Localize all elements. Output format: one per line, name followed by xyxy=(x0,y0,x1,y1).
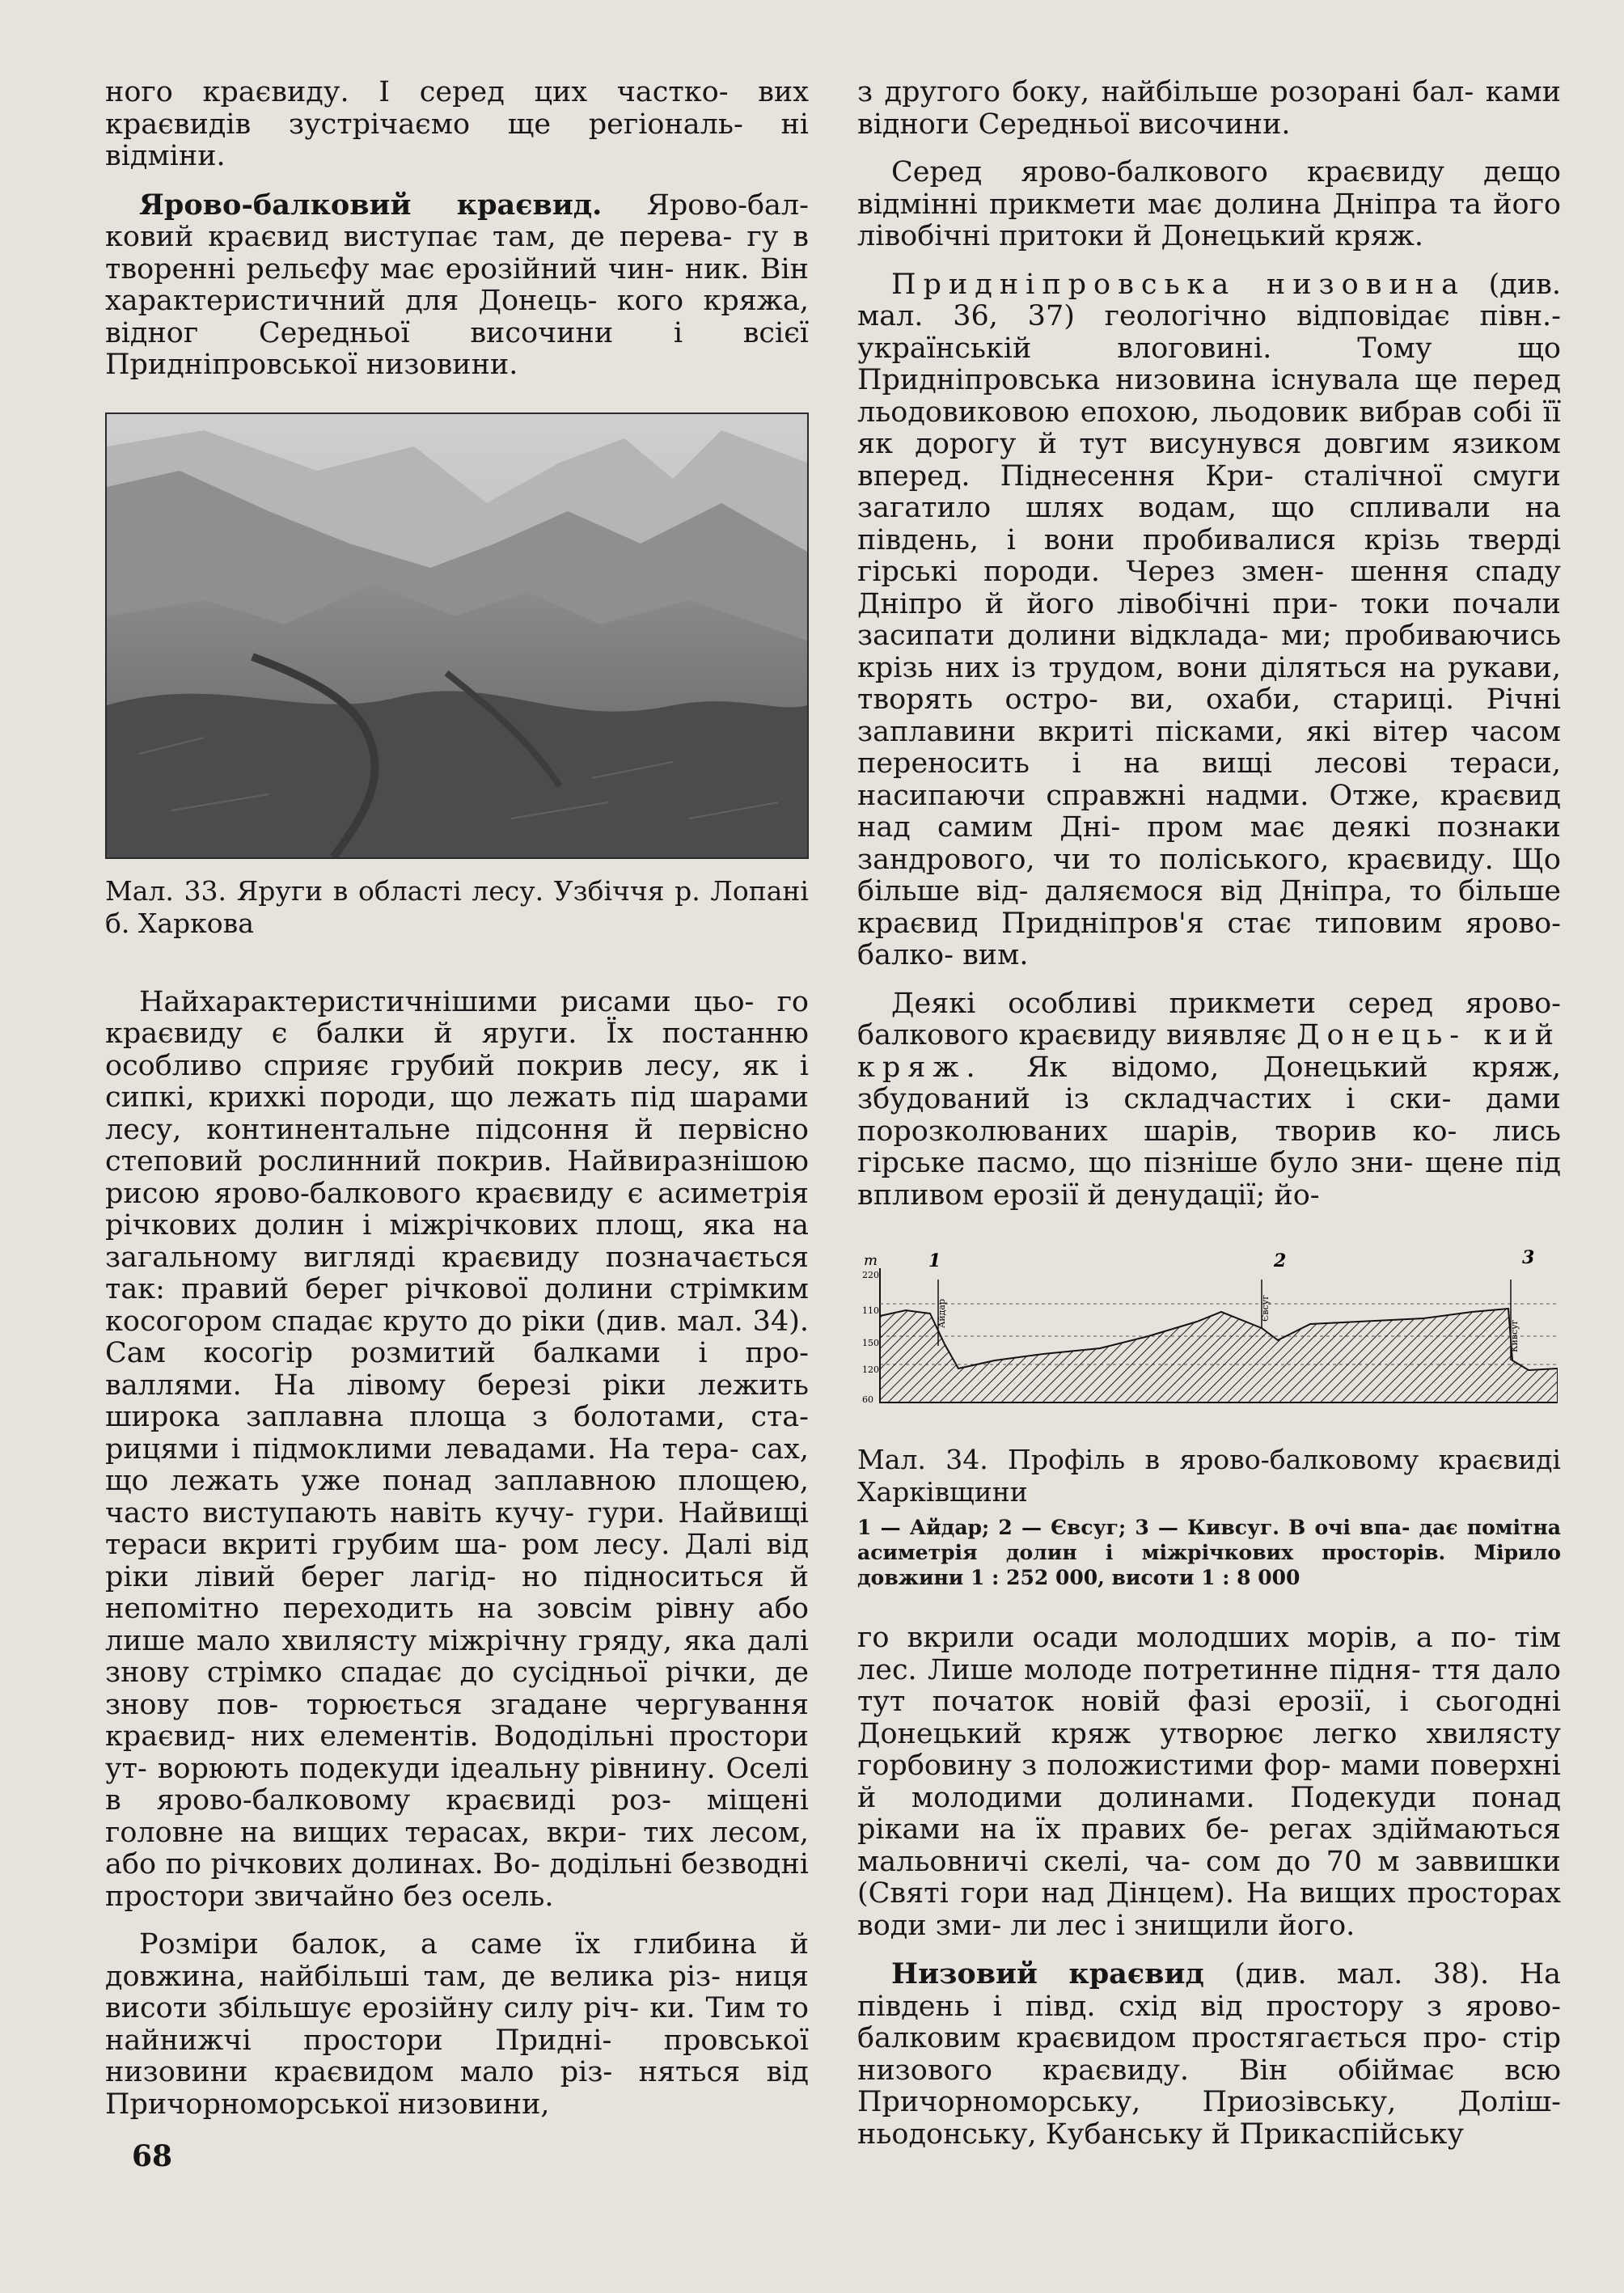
figure-photo-33 xyxy=(105,412,809,859)
profile-diagram xyxy=(857,1247,1558,1421)
paragraph: ного краєвиду. І серед цих частко- вих краєвидів зустрічаємо ще регіональ- ні відміни. xyxy=(105,76,809,172)
tick-label: 150 xyxy=(862,1338,879,1348)
tick-label: 220 xyxy=(862,1270,879,1280)
spaced-term: Донець- кий кряж. xyxy=(857,1019,1561,1084)
river-label: Айдар xyxy=(937,1298,947,1328)
landscape-photo xyxy=(107,414,807,857)
paragraph xyxy=(105,189,809,382)
paragraph: Серед ярово-балкового краєвиду дещо відмінні прикмети має долина Дніпра та його лівобічні притоки й Донецький кряж. xyxy=(857,156,1561,252)
page-number: 68 xyxy=(132,2139,173,2173)
tick-label: 60 xyxy=(862,1394,873,1405)
section-heading: Низовий краєвид xyxy=(891,1957,1204,1991)
tick-label: 110 xyxy=(862,1305,879,1316)
left-column xyxy=(105,77,809,2121)
paragraph-text: (див. мал. 38). На південь і півд. схід від простору з ярово- балковим краєвидом простягається про- стір низового краєвиду. Він обіймає всю Причорноморську, Приозівську, Доліш- ньодонську, Кубанську й Прикаспійську xyxy=(857,1958,1561,2151)
paragraph-text: (див. мал. 36, 37) геологічно відповідає півн.-українській влоговині. Тому що Придніпровська низовина існувала ще перед льодовиковою епохою, льодовик вибрав собі її як дорогу й тут висунувся довгим язиком вперед. Піднесення Кри- сталічної смуги загатило шлях водам, що спливали на південь, і вони пробивалися крізь тверді гірські породи. Через змен- шення спаду Дніпро й його лівобічні при- токи почали засипати долини відклада- ми; пробиваючись крізь них із трудом, вони діляться на рукави, творять остро- ви, охаби, стариці. Річні заплавини вкриті пісками, які вітер часом переносить і на вищі лесові тераси, насипаючи справжні надми. Отже, краєвид над самим Дні- пром має деякі познаки зандрового, чи то поліського, краєвиду. Що більше від- даляємося від Дніпра, то більше краєвид Придніпров'я стає типовим ярово-балко- вим. xyxy=(857,268,1561,971)
figure-profile-34 xyxy=(857,1247,1558,1421)
tick-label: 120 xyxy=(862,1364,879,1375)
paragraph xyxy=(857,988,1561,1212)
spaced-term: Придніпровська низовина xyxy=(891,268,1465,301)
figure-caption-34-body: 1 — Айдар; 2 — Євсуг; 3 — Кивсуг. В очі впа- дає помітна асиметрія долин і міжрічкових просторів. Мірило довжини 1 : 252 000, висоти 1 : 8 000 xyxy=(857,1516,1561,1589)
axis-label: m xyxy=(864,1252,878,1269)
figure-caption-34-title: Мал. 34. Профіль в ярово-балковому краєвиді Харківщини xyxy=(857,1444,1561,1508)
section-heading: Ярово-балковий краєвид. xyxy=(139,188,603,222)
paragraph xyxy=(857,269,1561,972)
paragraph-text: Ярово-бал- ковий краєвид виступає там, де перева- гу в творенні рельєфу має ерозійний чин- ник. Він характеристичний для Донець- кого кряжа, відног Середньої височини і всієї Придніпровської низовини. xyxy=(105,188,809,381)
paragraph: з другого боку, найбільше розорані бал- ками відноги Середньої височини. xyxy=(857,76,1561,141)
profile-marker: 1 xyxy=(928,1250,941,1271)
river-label: Кивсуг xyxy=(1509,1319,1520,1352)
right-column xyxy=(857,77,1561,2151)
figure-caption-33: Мал. 33. Яруги в області лесу. Узбіччя р. Лопані б. Харкова xyxy=(105,874,809,939)
paragraph-text: Деякі особливі прикмети серед ярово- балкового краєвиду виявляє xyxy=(857,987,1561,1051)
profile-marker: 2 xyxy=(1274,1250,1287,1271)
paragraph: го вкрили осади молодших морів, а по- тім лес. Лише молоде потретинне підня- ття дало тут початок новій фазі ерозії, і сьогодні Донецький кряж утворює легко хвилясту горбовину з положистими фор- мами поверхні й молодими долинами. Подекуди понад ріками на їх правих бе- регах здіймаються мальовничі скелі, ча- сом до 70 м заввишки (Святі гори над Дінцем). На вищих просторах води зми- ли лес і знищили його. xyxy=(857,1622,1561,1942)
paragraph: Найхарактеристичнішими рисами цьо- го краєвиду є балки й яруги. Їх постанню особливо сприяє грубий покрив лесу, як і сипкі, крихкі породи, що лежать під шарами лесу, континентальне підсоння й первісно степовий рослинний покрив. Найвиразнішою рисою ярово-балкового краєвиду є асиметрія річкових долин і міжрічкових площ, яка на загальному вигляді краєвиду позначається так: правий берег річкової долини стрімким косогором спадає круто до ріки (див. мал. 34). Сам косогір розмитий балками і про- валлями. На лівому березі ріки лежить широка заплавна площа з болотами, ста- рицями і підмоклими левадами. На тера- сах, що лежать уже понад заплавною площею, часто виступають навіть кучу- гури. Найвищі тераси вкриті грубим ша- ром лесу. Далі від ріки лівий берег лагід- но підноситься й непомітно переходить на зовсім рівну або лише мало хвилясту міжрічну гряду, яка далі знову стрімко спадає до сусідньої річки, де знову пов- торюється згадане чергування краєвид- них елементів. Вододільні простори ут- ворюють подекуди ідеальну рівнину. Оселі в ярово-балковому краєвиді роз- міщені головне на вищих терасах, вкри- тих лесом, або по річкових долинах. Во- додільні безводні простори звичайно без осель. xyxy=(105,985,809,1913)
profile-marker: 3 xyxy=(1522,1247,1535,1268)
paragraph xyxy=(857,1958,1561,2151)
paragraph-text: Як відомо, Донецький кряж, збудований із складчастих і ски- дами порозколюваних шарів, творив ко- лись гірське пасмо, що пізніше було зни- щене під впливом ерозії й денудації; йо- xyxy=(857,1051,1561,1212)
river-label: Євсуг xyxy=(1260,1294,1271,1322)
paragraph: Розміри балок, а саме їх глибина й довжина, найбільші там, де велика різ- ниця висоти збільшує ерозійну силу річ- ки. Тим то найнижчі простори Придні- провської низовини краєвидом мало різ- няться від Причорноморської низовини, xyxy=(105,1928,809,2121)
